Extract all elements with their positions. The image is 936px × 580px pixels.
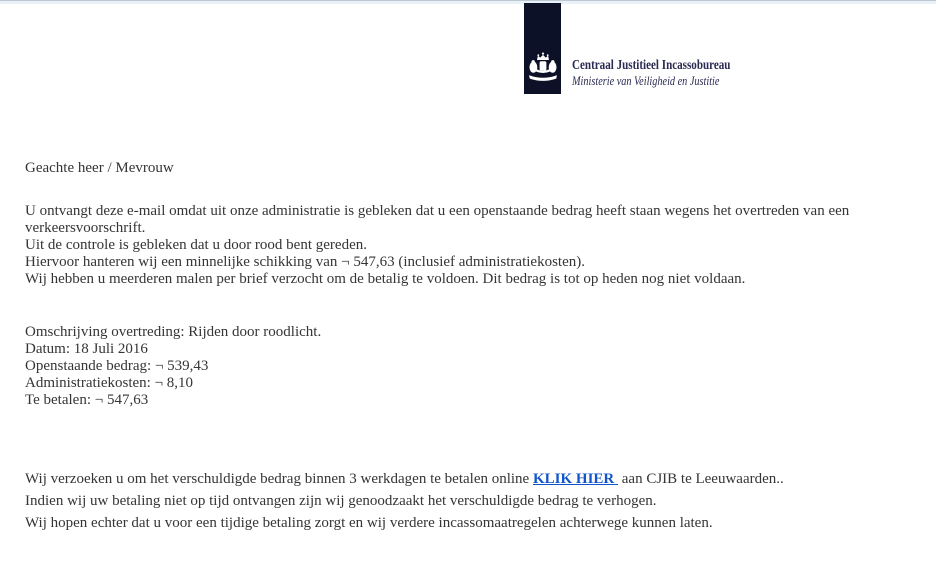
klik-hier-link[interactable]: [533, 471, 618, 487]
violation-details: [25, 324, 906, 409]
payment-request-tail: aan CJIB te Leeuwaarden..: [618, 471, 784, 487]
body-line: Wij hebben u meerderen malen per brief verzocht om de betalig te voldoen. Dit bedrag is tot op heden nog niet voldaan.: [25, 271, 746, 287]
closing-paragraph: [25, 468, 906, 534]
logo-banner: [524, 3, 561, 94]
detail-line-administratiekosten: Administratiekosten: ¬ 8,10: [25, 375, 194, 391]
detail-line-openstaande-bedrag: Openstaande bedrag: ¬ 539,43: [25, 358, 209, 374]
body-line: Hiervoor hanteren wij een minnelijke schikking van ¬ 547,63 (inclusief administratiekosten).: [25, 254, 585, 270]
klik-hier-label[interactable]: KLIK HIER: [532, 471, 615, 487]
payment-request-line: [25, 468, 906, 490]
detail-line-datum: Datum: 18 Juli 2016: [25, 341, 148, 357]
hope-line: Wij hopen echter dat u voor een tijdige betaling zorgt en wij verdere incassomaatregelen achterwege kunnen laten.: [25, 515, 713, 531]
logo-title: Centraal Justitieel Incassobureau: [572, 57, 731, 72]
body-line: U ontvangt deze e-mail omdat uit onze administratie is gebleken dat u een openstaande bedrag heeft staan wegens het overtreden van een: [25, 203, 850, 219]
logo-subtitle: Ministerie van Veiligheid en Justitie: [572, 74, 720, 88]
body-line: Uit de controle is gebleken dat u door rood bent gereden.: [25, 237, 367, 253]
greeting-line: Geachte heer / Mevrouw: [25, 160, 174, 176]
top-highlight-strip: [0, 1, 936, 4]
detail-line-omschrijving: Omschrijving overtreding: Rijden door roodlicht.: [25, 324, 322, 340]
intro-paragraph: [25, 203, 906, 288]
dutch-coat-of-arms-icon: [528, 52, 558, 90]
body-line: verkeersvoorschrift.: [25, 220, 146, 236]
payment-request-text: Wij verzoeken u om het verschuldigde bedrag binnen 3 werkdagen te betalen online: [25, 471, 533, 487]
logo-wordmark: [572, 57, 765, 89]
detail-line-te-betalen: Te betalen: ¬ 547,63: [25, 392, 149, 408]
warning-line: Indien wij uw betaling niet op tijd ontvangen zijn wij genoodzaakt het verschuldigde bedrag te verhogen.: [25, 493, 657, 509]
